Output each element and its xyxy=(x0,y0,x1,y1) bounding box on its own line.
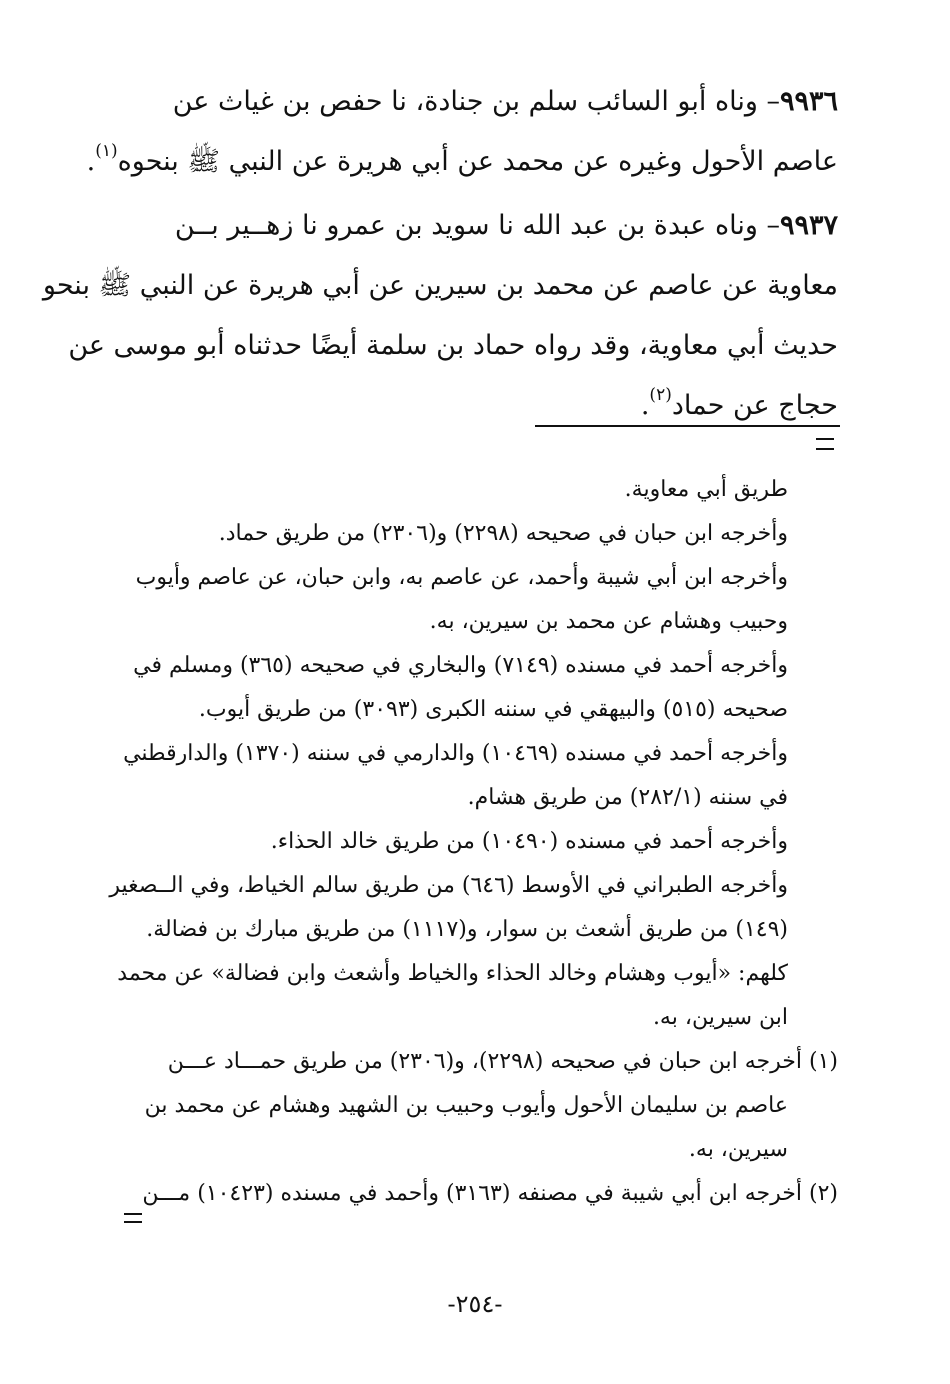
hadith-number: ٩٩٣٧ xyxy=(779,210,838,241)
footnotes-section xyxy=(109,468,838,1216)
entry-end-mark: . xyxy=(86,146,96,177)
footnote-2-line: (٢) أخرجه ابن أبي شيبة في مصنفه (٣١٦٣) وأحمد في مسنده (١٠٤٢٣) مـــن xyxy=(142,1181,838,1206)
entry-line xyxy=(86,132,838,192)
continuation-mark xyxy=(816,438,834,450)
entry-line xyxy=(128,196,838,256)
entry-line xyxy=(42,256,838,316)
footnote-marker: (١) xyxy=(95,141,118,161)
entry-end-mark: . xyxy=(640,390,650,421)
hadith-entry-9936 xyxy=(86,72,838,192)
note-line: وأخرجه أحمد في مسنده (١٠٤٦٩) والدارمي في سننه (١٣٧٠) والدارقطني xyxy=(123,741,788,766)
entry-text: معاوية عن عاصم عن محمد بن سيرين عن أبي هريرة عن النبي ﷺ بنحو xyxy=(42,270,838,301)
note-line: وأخرجه ابن أبي شيبة وأحمد، عن عاصم به، وابن حبان، عن عاصم وأيوب xyxy=(135,565,788,590)
entry-text: حديث أبي معاوية، وقد رواه حماد بن سلمة أيضًا حدثناه أبو موسى عن xyxy=(68,330,838,361)
note-line: ابن سيرين، به. xyxy=(652,1005,788,1030)
note-line: صحيحه (٥١٥) والبيهقي في سننه الكبرى (٣٠٩٣) من طريق أيوب. xyxy=(198,697,788,722)
footnote-marker: (٢) xyxy=(649,385,672,405)
page-number: -٢٥٤- xyxy=(447,1290,503,1318)
entry-text: حجاج عن حماد xyxy=(671,390,838,421)
note-line: كلهم: «أيوب وهشام وخالد الحذاء والخياط وأشعث وابن فضالة» عن محمد xyxy=(117,961,788,986)
note-line: وأخرجه أحمد في مسنده (٧١٤٩) والبخاري في صحيحه (٣٦٥) ومسلم في xyxy=(133,653,788,678)
note-line: في سننه (٢٨٢/١) من طريق هشام. xyxy=(467,785,788,810)
hadith-entry-9937 xyxy=(42,196,838,436)
entry-line xyxy=(128,376,838,436)
entry-line xyxy=(128,72,838,132)
hadith-number: ٩٩٣٦ xyxy=(779,86,838,117)
entry-text: عاصم الأحول وغيره عن محمد عن أبي هريرة عن النبي ﷺ بنحوه xyxy=(117,146,838,177)
note-line: وأخرجه أحمد في مسنده (١٠٤٩٠) من طريق خالد الحذاء. xyxy=(270,829,788,854)
note-line: وأخرجه الطبراني في الأوسط (٦٤٦) من طريق سالم الخياط، وفي الــصغير xyxy=(109,873,788,898)
note-line: طريق أبي معاوية. xyxy=(624,477,788,502)
note-line: (١٤٩) من طريق أشعث بن سوار، و(١١١٧) من طريق مبارك بن فضالة. xyxy=(146,917,788,942)
entry-text: – وناه أبو السائب سلم بن جنادة، نا حفص بن غياث عن xyxy=(172,86,780,117)
footnote-1-line: عاصم بن سليمان الأحول وأيوب وحبيب بن الشهيد وهشام عن محمد بن xyxy=(144,1093,788,1118)
entry-text: – وناه عبدة بن عبد الله نا سويد بن عمرو نا زهــير بــن xyxy=(174,210,780,241)
footnote-separator xyxy=(535,425,840,427)
footnote-1-line: (١) أخرجه ابن حبان في صحيحه (٢٢٩٨)، و(٢٣٠٦) من طريق حمـــاد عـــن xyxy=(167,1049,838,1074)
note-line: وحبيب وهشام عن محمد بن سيرين، به. xyxy=(429,609,788,634)
continuation-mark xyxy=(124,1213,142,1223)
entry-line xyxy=(68,316,838,376)
note-line: وأخرجه ابن حبان في صحيحه (٢٢٩٨) و(٢٣٠٦) من طريق حماد. xyxy=(218,521,788,546)
footnote-1-line: سيرين، به. xyxy=(688,1137,788,1162)
